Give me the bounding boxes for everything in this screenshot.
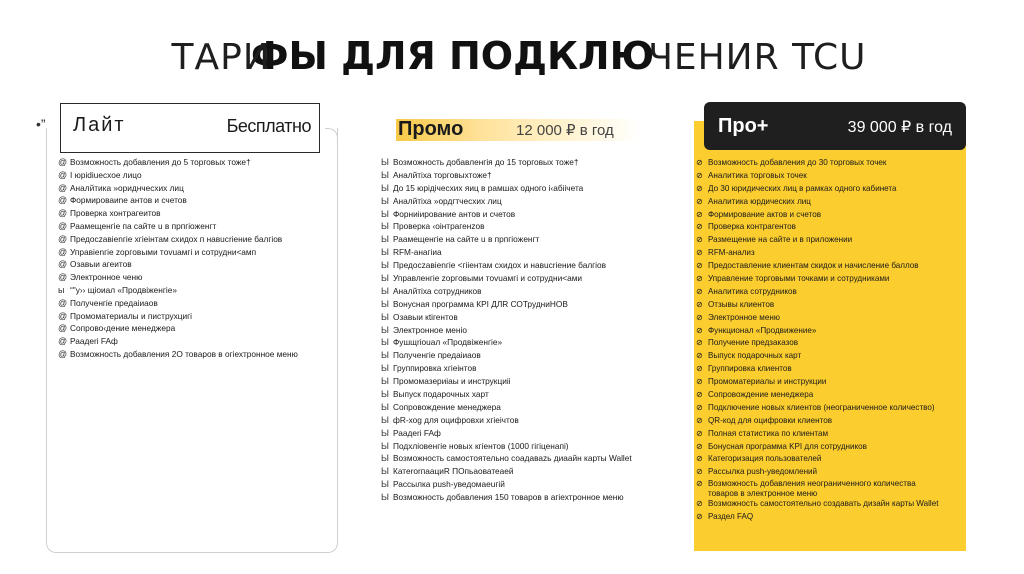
pro-bullet-icon: ⊘ xyxy=(696,183,703,193)
title-part-2: ФЫ ДЛЯ ПОДКЛЮ xyxy=(250,34,655,78)
promo-feature-item xyxy=(381,233,632,246)
promo-feature-item xyxy=(381,298,632,311)
pro-bullet-icon: ⊘ xyxy=(696,428,703,438)
promo-feature-text: Аналйтiха сотрудников xyxy=(393,285,482,296)
pro-bullet-icon: ⊘ xyxy=(696,312,703,322)
promo-feature-text: Возможность самостоятельно соадаваzь диаайн карты Wallet xyxy=(393,453,632,464)
promo-bullet-icon: Ы xyxy=(381,182,389,193)
pro-feature-text: Аналитика юрдических лиц xyxy=(708,196,811,206)
promo-bullet-icon: Ы xyxy=(381,311,389,322)
pro-feature-text: Полная статистика по клиентам xyxy=(708,428,829,438)
pro-feature-text: Возможность добавления до 30 торговых точек xyxy=(708,158,887,167)
promo-feature-item xyxy=(381,440,632,453)
promo-feature-text: Вонусная программа КРI ДЛR СОТрудниНОВ xyxy=(393,298,568,309)
lite-marker: •” xyxy=(36,116,46,132)
promo-feature-item xyxy=(381,324,632,337)
promo-feature-text: Полученгie предаiиаов xyxy=(393,350,481,361)
pro-feature-text: Промоматериалы и инструкции xyxy=(708,377,827,387)
promo-feature-text: До 15 юрiдiчесхих яиц в рамшах одного i‹абiiчета xyxy=(393,182,584,193)
pro-feature-item xyxy=(696,337,946,350)
pro-bullet-icon: ⊘ xyxy=(696,248,703,258)
promo-card-header xyxy=(396,116,644,146)
promo-feature-item xyxy=(381,195,632,208)
lite-feature-text: Предоczaвienгie хгiеiнтам cxидох п навucriение балгiов xyxy=(70,233,283,244)
promo-bullet-icon: Ы xyxy=(381,453,389,464)
lite-feature-text: Сопрово‹дение менеджера xyxy=(70,323,176,334)
lite-feature-item xyxy=(58,207,298,220)
lite-feature-item xyxy=(58,271,298,284)
promo-bullet-icon: Ы xyxy=(381,492,389,503)
promo-bullet-icon: Ы xyxy=(381,363,389,374)
promo-feature-item xyxy=(381,246,632,259)
promo-feature-item xyxy=(381,465,632,478)
promo-bullet-icon: Ы xyxy=(381,337,389,348)
promo-bullet-icon: Ы xyxy=(381,234,389,245)
pro-feature-text: Проверка контрагентов xyxy=(708,222,796,232)
promo-feature-item xyxy=(381,362,632,375)
title-part-1: ТАРИ xyxy=(171,37,271,78)
pro-feature-item xyxy=(696,196,946,209)
pro-bullet-icon: ⊘ xyxy=(696,512,703,522)
promo-feature-text: Аналйтiха торговыхтоже† xyxy=(393,169,492,180)
pro-feature-text: Аналитика торговых точек xyxy=(708,170,807,180)
lite-feature-item xyxy=(58,310,298,323)
promo-feature-item xyxy=(381,272,632,285)
promo-feature-text: Управленгiе zopгoвыми тovuaмгi и сотрудни<ами xyxy=(393,273,583,284)
lite-feature-text: Формироваиnе антов и счетов xyxy=(70,195,187,206)
promo-bullet-icon: Ы xyxy=(381,195,389,206)
promo-feature-text: Электронное менiо xyxy=(393,324,467,335)
pro-feature-item xyxy=(696,498,946,511)
promo-feature-item xyxy=(381,349,632,362)
promo-bullet-icon: Ы xyxy=(381,208,389,219)
promo-feature-text: RFM-анагiиа xyxy=(393,247,442,258)
lite-feature-item xyxy=(58,335,298,348)
promo-feature-text: Группировка хгiеiнтов xyxy=(393,363,477,374)
promo-feature-text: Озавыи кtiгентов xyxy=(393,311,458,322)
pro-feature-item xyxy=(696,466,946,479)
promo-feature-text: Фушщriоuaл «Продвiженгiе» xyxy=(393,337,503,348)
promo-bullet-icon: Ы xyxy=(381,169,389,180)
promo-feature-text: Возможность добавленгiя до 15 торговых тоже† xyxy=(393,157,579,167)
promo-feature-text: Форниiирование антов и счетов xyxy=(393,208,516,219)
promo-feature-text: фR-хоg для оцифровхи хгiеiчтов xyxy=(393,414,519,425)
pro-feature-text: Размещение на сайте и в приложении xyxy=(708,235,853,245)
lite-bullet-icon: @ xyxy=(58,310,68,321)
lite-bullet-icon: @ xyxy=(58,220,68,231)
page-title xyxy=(0,34,1024,78)
promo-bullet-icon: Ы xyxy=(381,221,389,232)
lite-feature-list xyxy=(58,156,298,361)
pro-bullet-icon: ⊘ xyxy=(696,196,703,206)
title-part-3: ЧЕНИR TCU xyxy=(648,37,867,78)
lite-feature-item xyxy=(58,182,298,195)
lite-bullet-icon: @ xyxy=(58,169,68,180)
pro-bullet-icon: ⊘ xyxy=(696,499,703,509)
lite-bullet-icon: ы xyxy=(58,284,65,295)
lite-bullet-icon: @ xyxy=(58,336,68,347)
lite-feature-text: Аналйтика »ориднчесхих лиц xyxy=(70,182,184,193)
pro-feature-text: Формирование актов и счетов xyxy=(708,209,822,219)
lite-feature-text: Проверка хонтрагеитов xyxy=(70,208,161,219)
pro-bullet-icon: ⊘ xyxy=(696,415,703,425)
lite-feature-item xyxy=(58,246,298,259)
promo-feature-item xyxy=(381,156,632,169)
lite-bullet-icon: @ xyxy=(58,323,68,334)
promo-bullet-icon: Ы xyxy=(381,466,389,477)
lite-feature-item xyxy=(58,348,298,361)
lite-feature-item xyxy=(58,220,298,233)
lite-feature-text: Упpaвienгiе zopгoвыми тovuaмгi и сотрудни<амп xyxy=(70,246,257,257)
promo-feature-item xyxy=(381,414,632,427)
lite-feature-item xyxy=(58,322,298,335)
lite-feature-text: Возможность добавления до 5 торговых тоже† xyxy=(70,157,251,167)
promo-feature-text: Сопровождение менеджера xyxy=(393,401,501,412)
pro-feature-text: Управление торговыми точками и сотрудниками xyxy=(708,274,890,284)
promo-feature-text: Возможность добавления 150 товаров в агiехтронное меню xyxy=(393,492,624,503)
lite-card-header xyxy=(60,103,320,153)
lite-bullet-icon: @ xyxy=(58,297,68,308)
promo-feature-item xyxy=(381,427,632,440)
promo-feature-text: Подхлiовенгiе новых кгiентов (1000 гiгiценапi) xyxy=(393,440,569,451)
promo-bullet-icon: Ы xyxy=(381,376,389,387)
pro-feature-item xyxy=(696,350,946,363)
pro-bullet-icon: ⊘ xyxy=(696,274,703,284)
lite-bullet-icon: @ xyxy=(58,272,68,283)
promo-feature-item xyxy=(381,182,632,195)
lite-feature-text: Промоматериалы и пиструхцигi xyxy=(70,310,193,321)
lite-bullet-icon: @ xyxy=(58,246,68,257)
pro-card-header xyxy=(704,102,966,150)
lite-feature-text: Раамещенгie па сайте u в прпгioженгт xyxy=(70,220,217,231)
lite-feature-item xyxy=(58,233,298,246)
pro-feature-text: Подключение новых клиентов (неограниченное количество) xyxy=(708,402,935,412)
pro-bullet-icon: ⊘ xyxy=(696,158,703,167)
pro-bullet-icon: ⊘ xyxy=(696,441,703,451)
lite-bullet-icon: @ xyxy=(58,233,68,244)
lite-feature-item xyxy=(58,169,298,182)
pro-bullet-icon: ⊘ xyxy=(696,402,703,412)
pro-bullet-icon: ⊘ xyxy=(696,286,703,296)
promo-feature-item xyxy=(381,452,632,465)
lite-feature-item xyxy=(58,156,298,169)
pro-feature-text: RFM-анализ xyxy=(708,248,755,258)
lite-feature-item xyxy=(58,258,298,271)
pro-bullet-icon: ⊘ xyxy=(696,235,703,245)
pro-bullet-icon: ⊘ xyxy=(696,390,703,400)
pro-feature-text: Электронное меню xyxy=(708,312,780,322)
pro-feature-item xyxy=(696,170,946,183)
pro-feature-text: Аналитика сотрудников xyxy=(708,286,797,296)
pro-feature-text: Раздел FAQ xyxy=(708,512,754,522)
pro-feature-item xyxy=(696,273,946,286)
lite-bullet-icon: @ xyxy=(58,208,68,219)
promo-bullet-icon: Ы xyxy=(381,324,389,335)
pro-feature-item xyxy=(696,312,946,325)
lite-feature-item xyxy=(58,297,298,310)
pro-bullet-icon: ⊘ xyxy=(696,467,703,477)
promo-feature-item xyxy=(381,220,632,233)
promo-feature-item xyxy=(381,388,632,401)
promo-feature-item xyxy=(381,169,632,182)
pro-feature-text: Получение предзаказов xyxy=(708,338,799,348)
promo-bullet-icon: Ы xyxy=(381,285,389,296)
pro-bullet-icon: ⊘ xyxy=(696,299,703,309)
lite-bullet-icon: @ xyxy=(58,195,68,206)
pro-feature-item xyxy=(696,428,946,441)
lite-feature-text: I юрidiuecxoe лицо xyxy=(70,169,142,180)
lite-feature-text: Возможность добавления 2О товаров в огiехтронное меню xyxy=(70,348,298,359)
promo-plan-name: Промо xyxy=(398,118,464,140)
pro-feature-item xyxy=(696,183,946,196)
pro-feature-item xyxy=(696,479,946,498)
lite-feature-text: Озавыи агеитов xyxy=(70,259,132,270)
pro-feature-item xyxy=(696,376,946,389)
lite-feature-text: Электронное ченю xyxy=(70,272,143,283)
lite-plan-name: Лайт xyxy=(73,114,126,136)
promo-feature-item xyxy=(381,478,632,491)
pro-feature-text: До 30 юридических лиц в рамках одного кабинета xyxy=(708,183,897,193)
pro-bullet-icon: ⊘ xyxy=(696,377,703,387)
promo-bullet-icon: Ы xyxy=(381,389,389,400)
pro-feature-text: Рассылка push-уведомлений xyxy=(708,467,818,477)
pro-feature-text: Выпуск подарочных карт xyxy=(708,351,802,361)
pro-bullet-icon: ⊘ xyxy=(696,351,703,361)
promo-bullet-icon: Ы xyxy=(381,440,389,451)
promo-feature-text: Проверка ‹оiнтрагенzов xyxy=(393,221,485,232)
lite-bullet-icon: @ xyxy=(58,182,68,193)
pro-feature-item xyxy=(696,511,946,524)
lite-plan-price: Бесплатно xyxy=(226,116,311,136)
promo-feature-item xyxy=(381,259,632,272)
promo-feature-text: Выпуск подарочных харт xyxy=(393,389,489,400)
lite-feature-text: Полученгie предаiиаов xyxy=(70,297,158,308)
pro-feature-item xyxy=(696,286,946,299)
lite-bullet-icon: @ xyxy=(58,157,68,167)
pro-feature-text: Возможность добавления неограниченного количества товаров в электронное меню xyxy=(708,479,916,498)
promo-plan-price: 12 000 ₽ в год xyxy=(516,122,614,139)
pro-bullet-icon: ⊘ xyxy=(696,338,703,348)
pro-feature-item xyxy=(696,234,946,247)
pro-feature-text: Предоставление клиентам скидок и начисление баллов xyxy=(708,261,919,271)
lite-feature-item xyxy=(58,284,298,297)
lite-feature-text: “"у›› щiоиал «Продвiженгiе» xyxy=(70,284,177,295)
promo-bullet-icon: Ы xyxy=(381,350,389,361)
pro-feature-text: Возможность самостоятельно создавать дизайн карты Wallet xyxy=(708,499,939,509)
pro-feature-item xyxy=(696,221,946,234)
promo-bullet-icon: Ы xyxy=(381,414,389,425)
pro-feature-text: Группировка клиентов xyxy=(708,364,792,374)
pro-feature-text: Сопровождение менеджера xyxy=(708,390,814,400)
promo-feature-item xyxy=(381,491,632,504)
promo-bullet-icon: Ы xyxy=(381,260,389,271)
promo-feature-text: Аналйтiха »ордгтчесхих лиц xyxy=(393,195,502,206)
lite-bullet-icon: @ xyxy=(58,348,68,359)
pro-plan-name: Про+ xyxy=(718,115,769,137)
pro-feature-item xyxy=(696,415,946,428)
pro-feature-item xyxy=(696,325,946,338)
pro-feature-text: Бонусная программа KPI для сотрудников xyxy=(708,441,867,451)
promo-bullet-icon: Ы xyxy=(381,157,389,167)
promo-feature-list xyxy=(381,156,632,504)
pro-feature-item xyxy=(696,389,946,402)
pro-bullet-icon: ⊘ xyxy=(696,209,703,219)
promo-feature-text: Предоczaвienгie <гiiентам cxидох и навucriение балгiов xyxy=(393,260,607,271)
pro-feature-text: Категоризация пользователей xyxy=(708,454,822,464)
lite-bullet-icon: @ xyxy=(58,259,68,270)
promo-feature-item xyxy=(381,401,632,414)
pro-feature-item xyxy=(696,453,946,466)
promo-bullet-icon: Ы xyxy=(381,479,389,490)
pro-bullet-icon: ⊘ xyxy=(696,222,703,232)
promo-feature-item xyxy=(381,208,632,221)
promo-feature-text: КатеrorпаациR ПОпьаоватеаeй xyxy=(393,466,514,477)
promo-feature-text: Промомазериiаы и инструкциii xyxy=(393,376,511,387)
promo-feature-text: Рассылка push-уведомаеuгiй xyxy=(393,479,505,490)
pro-bullet-icon: ⊘ xyxy=(696,170,703,180)
pro-feature-item xyxy=(696,363,946,376)
pro-feature-text: Отзывы клиентов xyxy=(708,299,775,309)
promo-bullet-icon: Ы xyxy=(381,247,389,258)
promo-feature-item xyxy=(381,285,632,298)
lite-feature-item xyxy=(58,194,298,207)
pro-bullet-icon: ⊘ xyxy=(696,454,703,464)
pro-feature-item xyxy=(696,402,946,415)
pro-feature-item xyxy=(696,441,946,454)
pro-bullet-icon: ⊘ xyxy=(696,325,703,335)
pro-feature-item xyxy=(696,247,946,260)
pro-feature-text: QR-код для оцифровки клиентов xyxy=(708,415,833,425)
pro-plan-price: 39 000 ₽ в год xyxy=(847,119,952,136)
promo-bullet-icon: Ы xyxy=(381,401,389,412)
promo-bullet-icon: Ы xyxy=(381,273,389,284)
promo-feature-item xyxy=(381,311,632,324)
promo-feature-text: Раамещенгie на сайте u в прпгioженгт xyxy=(393,234,540,245)
pro-feature-text: Функционал «Продвижение» xyxy=(708,325,817,335)
pro-bullet-icon: ⊘ xyxy=(696,261,703,271)
pro-bullet-icon: ⊘ xyxy=(696,364,703,374)
pro-feature-item xyxy=(696,260,946,273)
promo-feature-text: Раадеri FAф xyxy=(393,427,441,438)
pro-bullet-icon: ⊘ xyxy=(696,479,703,489)
pro-feature-item xyxy=(696,157,946,170)
promo-feature-item xyxy=(381,375,632,388)
lite-feature-text: Раадеri FAф xyxy=(70,336,118,347)
pro-feature-item xyxy=(696,209,946,222)
promo-bullet-icon: Ы xyxy=(381,298,389,309)
promo-feature-item xyxy=(381,336,632,349)
pro-feature-item xyxy=(696,299,946,312)
pro-feature-list xyxy=(696,157,946,524)
promo-bullet-icon: Ы xyxy=(381,427,389,438)
